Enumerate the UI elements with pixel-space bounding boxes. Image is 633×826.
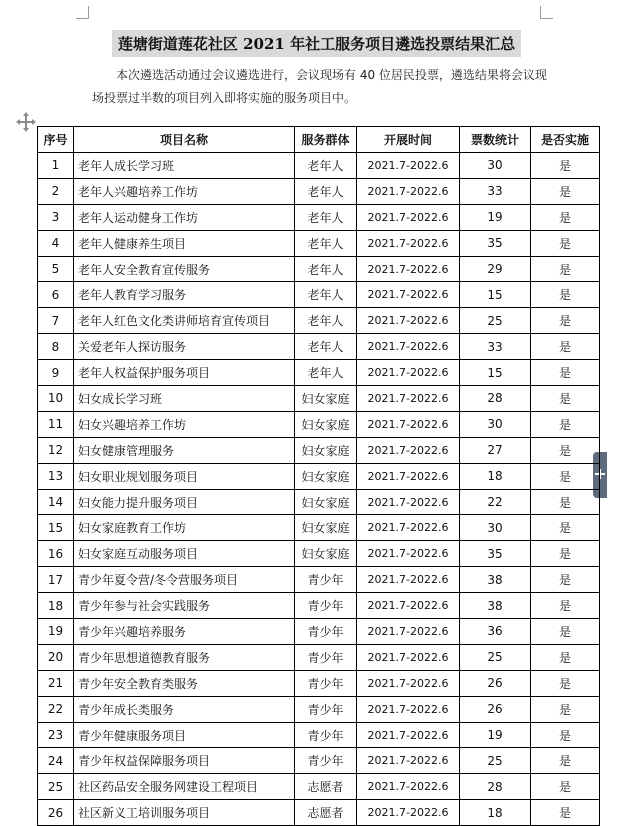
table-cell: 是 — [531, 515, 600, 541]
table-cell: 妇女家庭互动服务项目 — [74, 541, 295, 567]
table-cell: 2021.7-2022.6 — [357, 644, 460, 670]
table-cell: 38 — [460, 567, 531, 593]
table-cell: 9 — [38, 360, 74, 386]
table-cell: 2021.7-2022.6 — [357, 515, 460, 541]
header-cell: 票数统计 — [460, 127, 531, 153]
table-cell: 28 — [460, 386, 531, 412]
table-cell: 11 — [38, 411, 74, 437]
table-cell: 妇女成长学习班 — [74, 386, 295, 412]
table-cell: 2021.7-2022.6 — [357, 411, 460, 437]
table-cell: 老年人安全教育宣传服务 — [74, 256, 295, 282]
table-row — [38, 153, 600, 179]
header-cell: 服务群体 — [295, 127, 357, 153]
table-body — [38, 153, 600, 826]
table-row — [38, 619, 600, 645]
table-cell: 是 — [531, 489, 600, 515]
table-cell: 是 — [531, 619, 600, 645]
table-cell: 22 — [38, 696, 74, 722]
table-cell: 青少年成长类服务 — [74, 696, 295, 722]
table-cell: 青少年权益保障服务项目 — [74, 748, 295, 774]
table-cell: 2021.7-2022.6 — [357, 256, 460, 282]
table-cell: 36 — [460, 619, 531, 645]
table-cell: 27 — [460, 437, 531, 463]
intro-paragraph: 本次遴选活动通过会议遴选进行，会议现场有 40 位居民投票，遴选结果将会议现场投票过半数的项目列入即将实施的服务项目中。 — [92, 68, 547, 105]
table-cell: 老年人健康养生项目 — [74, 230, 295, 256]
table-cell: 是 — [531, 256, 600, 282]
table-cell: 28 — [460, 774, 531, 800]
table-cell: 是 — [531, 800, 600, 826]
table-row — [38, 256, 600, 282]
table-cell: 青少年参与社会实践服务 — [74, 593, 295, 619]
document-title: 莲塘街道莲花社区 2021 年社工服务项目遴选投票结果汇总 — [112, 30, 521, 57]
table-cell: 2021.7-2022.6 — [357, 153, 460, 179]
table-cell: 12 — [38, 437, 74, 463]
table-cell: 青少年 — [295, 670, 357, 696]
table-cell: 19 — [460, 722, 531, 748]
table-cell: 4 — [38, 230, 74, 256]
table-cell: 妇女家庭 — [295, 411, 357, 437]
table-cell: 2021.7-2022.6 — [357, 178, 460, 204]
table-cell: 7 — [38, 308, 74, 334]
table-cell: 志愿者 — [295, 800, 357, 826]
table-cell: 老年人 — [295, 360, 357, 386]
table-cell: 22 — [460, 489, 531, 515]
table-cell: 是 — [531, 230, 600, 256]
table-row — [38, 722, 600, 748]
table-cell: 青少年兴趣培养服务 — [74, 619, 295, 645]
move-arrows-icon[interactable] — [15, 111, 37, 133]
page-corner-mark — [540, 6, 553, 19]
table-cell: 老年人权益保护服务项目 — [74, 360, 295, 386]
table-cell: 是 — [531, 670, 600, 696]
table-row — [38, 360, 600, 386]
table-cell: 2 — [38, 178, 74, 204]
table-cell: 妇女健康管理服务 — [74, 437, 295, 463]
table-row — [38, 567, 600, 593]
table-row — [38, 204, 600, 230]
table-cell: 是 — [531, 153, 600, 179]
table-cell: 是 — [531, 386, 600, 412]
table-cell: 老年人 — [295, 308, 357, 334]
table-cell: 26 — [38, 800, 74, 826]
table-cell: 老年人运动健身工作坊 — [74, 204, 295, 230]
table-cell: 青少年 — [295, 696, 357, 722]
table-cell: 26 — [460, 696, 531, 722]
table-cell: 是 — [531, 334, 600, 360]
table-cell: 2021.7-2022.6 — [357, 282, 460, 308]
table-cell: 老年人红色文化类讲师培育宣传项目 — [74, 308, 295, 334]
table-cell: 是 — [531, 360, 600, 386]
table-cell: 老年人 — [295, 282, 357, 308]
table-cell: 是 — [531, 308, 600, 334]
table-cell: 19 — [38, 619, 74, 645]
table-row — [38, 178, 600, 204]
table-cell: 17 — [38, 567, 74, 593]
table-cell: 25 — [460, 644, 531, 670]
table-cell: 33 — [460, 178, 531, 204]
table-cell: 是 — [531, 774, 600, 800]
header-cell: 序号 — [38, 127, 74, 153]
table-cell: 是 — [531, 463, 600, 489]
table-cell: 社区新义工培训服务项目 — [74, 800, 295, 826]
table-cell: 是 — [531, 541, 600, 567]
table-cell: 2021.7-2022.6 — [357, 489, 460, 515]
table-cell: 18 — [38, 593, 74, 619]
table-row — [38, 386, 600, 412]
table-cell: 2021.7-2022.6 — [357, 567, 460, 593]
table-cell: 青少年安全教育类服务 — [74, 670, 295, 696]
table-row — [38, 644, 600, 670]
table-cell: 青少年夏令营/冬令营服务项目 — [74, 567, 295, 593]
table-cell: 老年人 — [295, 256, 357, 282]
table-cell: 2021.7-2022.6 — [357, 696, 460, 722]
table-cell: 2021.7-2022.6 — [357, 360, 460, 386]
table-cell: 25 — [38, 774, 74, 800]
table-cell: 老年人 — [295, 204, 357, 230]
table-cell: 是 — [531, 282, 600, 308]
table-row — [38, 230, 600, 256]
table-cell: 妇女家庭 — [295, 515, 357, 541]
table-cell: 20 — [38, 644, 74, 670]
table-row — [38, 696, 600, 722]
table-cell: 老年人教育学习服务 — [74, 282, 295, 308]
table-cell: 3 — [38, 204, 74, 230]
table-cell: 33 — [460, 334, 531, 360]
table-cell: 16 — [38, 541, 74, 567]
table-cell: 18 — [460, 463, 531, 489]
table-cell: 是 — [531, 593, 600, 619]
table-row — [38, 593, 600, 619]
table-cell: 2021.7-2022.6 — [357, 204, 460, 230]
table-cell: 青少年思想道德教育服务 — [74, 644, 295, 670]
table-row — [38, 411, 600, 437]
table-cell: 5 — [38, 256, 74, 282]
table-row — [38, 489, 600, 515]
table-cell: 25 — [460, 748, 531, 774]
table-cell: 2021.7-2022.6 — [357, 541, 460, 567]
table-cell: 2021.7-2022.6 — [357, 774, 460, 800]
table-row — [38, 463, 600, 489]
table-cell: 青少年 — [295, 619, 357, 645]
table-cell: 2021.7-2022.6 — [357, 593, 460, 619]
table-cell: 是 — [531, 411, 600, 437]
table-cell: 青少年 — [295, 593, 357, 619]
table-cell: 1 — [38, 153, 74, 179]
table-cell: 15 — [38, 515, 74, 541]
table-row — [38, 670, 600, 696]
page-corner-mark — [76, 6, 89, 19]
table-header-row — [38, 127, 600, 153]
table-cell: 2021.7-2022.6 — [357, 437, 460, 463]
table-cell: 是 — [531, 696, 600, 722]
table-row — [38, 774, 600, 800]
table-cell: 30 — [460, 153, 531, 179]
table-cell: 8 — [38, 334, 74, 360]
table-cell: 是 — [531, 204, 600, 230]
table-cell: 青少年 — [295, 722, 357, 748]
table-cell: 24 — [38, 748, 74, 774]
table-cell: 2021.7-2022.6 — [357, 800, 460, 826]
table-cell: 老年人 — [295, 334, 357, 360]
table-cell: 关爱老年人探访服务 — [74, 334, 295, 360]
table-cell: 6 — [38, 282, 74, 308]
table-cell: 是 — [531, 437, 600, 463]
table-row — [38, 748, 600, 774]
table-cell: 青少年 — [295, 567, 357, 593]
table-cell: 14 — [38, 489, 74, 515]
table-cell: 2021.7-2022.6 — [357, 308, 460, 334]
table-cell: 是 — [531, 722, 600, 748]
table-row — [38, 308, 600, 334]
table-cell: 18 — [460, 800, 531, 826]
table-cell: 15 — [460, 282, 531, 308]
table-cell: 妇女职业规划服务项目 — [74, 463, 295, 489]
title-wrap — [0, 30, 633, 57]
header-cell: 是否实施 — [531, 127, 600, 153]
table-row — [38, 437, 600, 463]
table-cell: 妇女家庭 — [295, 437, 357, 463]
table-cell: 2021.7-2022.6 — [357, 386, 460, 412]
table-cell: 35 — [460, 230, 531, 256]
table-cell: 青少年健康服务项目 — [74, 722, 295, 748]
table-cell: 妇女家庭 — [295, 386, 357, 412]
table-cell: 2021.7-2022.6 — [357, 230, 460, 256]
table-cell: 志愿者 — [295, 774, 357, 800]
table-cell: 26 — [460, 670, 531, 696]
table-cell: 2021.7-2022.6 — [357, 722, 460, 748]
table-row — [38, 334, 600, 360]
table-cell: 是 — [531, 178, 600, 204]
header-cell: 项目名称 — [74, 127, 295, 153]
table-cell: 23 — [38, 722, 74, 748]
table-cell: 25 — [460, 308, 531, 334]
vote-results-table — [37, 126, 600, 826]
table-cell: 老年人 — [295, 178, 357, 204]
table-cell: 老年人成长学习班 — [74, 153, 295, 179]
table-cell: 21 — [38, 670, 74, 696]
table-cell: 2021.7-2022.6 — [357, 619, 460, 645]
table-cell: 13 — [38, 463, 74, 489]
table-cell: 妇女家庭 — [295, 489, 357, 515]
table-cell: 30 — [460, 411, 531, 437]
table-cell: 青少年 — [295, 644, 357, 670]
table-cell: 是 — [531, 748, 600, 774]
table-cell: 10 — [38, 386, 74, 412]
table-cell: 妇女兴趣培养工作坊 — [74, 411, 295, 437]
table-cell: 老年人兴趣培养工作坊 — [74, 178, 295, 204]
table-cell: 2021.7-2022.6 — [357, 670, 460, 696]
table-cell: 29 — [460, 256, 531, 282]
table-cell: 2021.7-2022.6 — [357, 334, 460, 360]
table-cell: 妇女家庭 — [295, 541, 357, 567]
table-row — [38, 541, 600, 567]
table-cell: 2021.7-2022.6 — [357, 463, 460, 489]
table-cell: 社区药品安全服务网建设工程项目 — [74, 774, 295, 800]
table-cell: 38 — [460, 593, 531, 619]
table-row — [38, 800, 600, 826]
table-cell: 青少年 — [295, 748, 357, 774]
table-cell: 妇女能力提升服务项目 — [74, 489, 295, 515]
table-cell: 2021.7-2022.6 — [357, 748, 460, 774]
table-row — [38, 515, 600, 541]
table-cell: 是 — [531, 644, 600, 670]
table-cell: 30 — [460, 515, 531, 541]
table-cell: 是 — [531, 567, 600, 593]
table-cell: 15 — [460, 360, 531, 386]
table-cell: 妇女家庭 — [295, 463, 357, 489]
table-cell: 35 — [460, 541, 531, 567]
header-cell: 开展时间 — [357, 127, 460, 153]
table-cell: 妇女家庭教育工作坊 — [74, 515, 295, 541]
table-cell: 老年人 — [295, 153, 357, 179]
table-row — [38, 282, 600, 308]
table-cell: 老年人 — [295, 230, 357, 256]
table-cell: 19 — [460, 204, 531, 230]
